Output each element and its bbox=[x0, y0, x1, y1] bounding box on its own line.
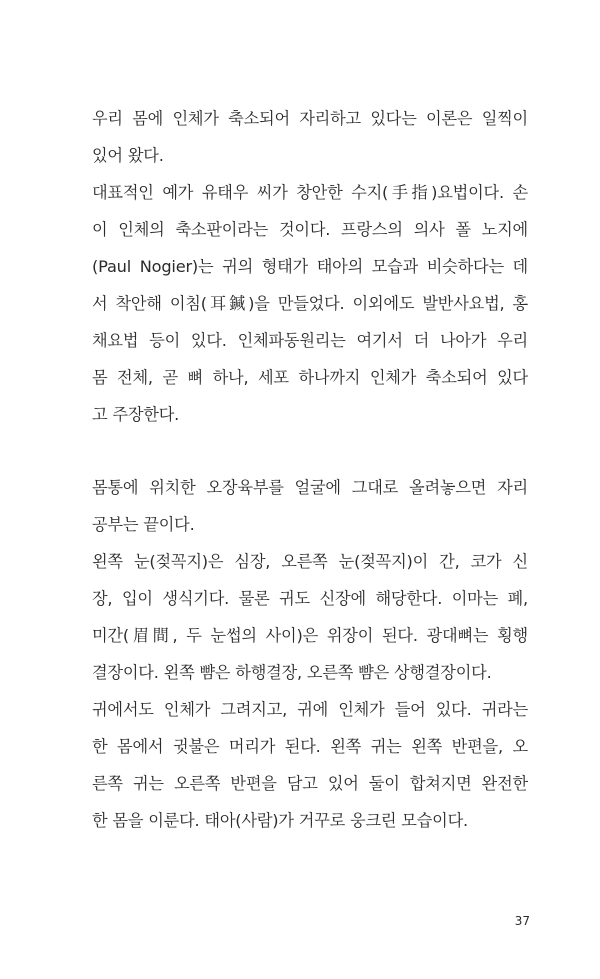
text-line: 우리 몸에 인체가 축소되어 자리하고 있다는 이론은 일찍이 bbox=[92, 109, 528, 128]
text-line: 장, 입이 생식기다. 물론 귀도 신장에 해당한다. 이마는 폐, bbox=[92, 589, 528, 608]
text-line: 몸통에 위치한 오장육부를 얼굴에 그대로 올려놓으면 자리 bbox=[92, 478, 528, 497]
paragraph-3 bbox=[92, 469, 528, 543]
text-line: 대표적인 예가 유태우 씨가 창안한 수지(手指)요법이다. 손 bbox=[92, 183, 528, 202]
page-number: 37 bbox=[514, 914, 530, 928]
text-line: 채요법 등이 있다. 인체파동원리는 여기서 더 나아가 우리 bbox=[92, 331, 528, 350]
paragraph-2 bbox=[92, 174, 528, 433]
text-line: 공부는 끝이다. bbox=[92, 515, 195, 534]
text-line: 서 착안해 이침(耳鍼)을 만들었다. 이외에도 발반사요법, 홍 bbox=[92, 294, 528, 313]
text-line: 미간(眉間, 두 눈썹의 사이)은 위장이 된다. 광대뼈는 횡행 bbox=[92, 626, 528, 645]
text-line: 른쪽 귀는 오른쪽 반편을 담고 있어 둘이 합쳐지면 완전한 bbox=[92, 774, 528, 793]
text-line: 한 몸에서 귓불은 머리가 된다. 왼쪽 귀는 왼쪽 반편을, 오 bbox=[92, 737, 528, 756]
text-line: 이 인체의 축소판이라는 것이다. 프랑스의 의사 폴 노지에 bbox=[92, 220, 528, 239]
paragraph-4 bbox=[92, 543, 528, 691]
text-line: (Paul Nogier)는 귀의 형태가 태아의 모습과 비슷하다는 데 bbox=[92, 257, 528, 276]
paragraph-1 bbox=[92, 100, 528, 174]
text-line: 있어 왔다. bbox=[92, 146, 164, 165]
text-line: 결장이다. 왼쪽 뺨은 하행결장, 오른쪽 뺨은 상행결장이다. bbox=[92, 663, 492, 682]
text-line: 몸 전체, 곧 뼈 하나, 세포 하나까지 인체가 축소되어 있다 bbox=[92, 368, 528, 387]
text-line: 귀에서도 인체가 그려지고, 귀에 인체가 들어 있다. 귀라는 bbox=[92, 700, 528, 719]
text-line: 왼쪽 눈(젖꼭지)은 심장, 오른쪽 눈(젖꼭지)이 간, 코가 신 bbox=[92, 552, 528, 571]
text-line: 고 주장한다. bbox=[92, 405, 180, 424]
paragraph-5 bbox=[92, 691, 528, 839]
text-line: 한 몸을 이룬다. 태아(사람)가 거꾸로 웅크린 모습이다. bbox=[92, 811, 468, 830]
